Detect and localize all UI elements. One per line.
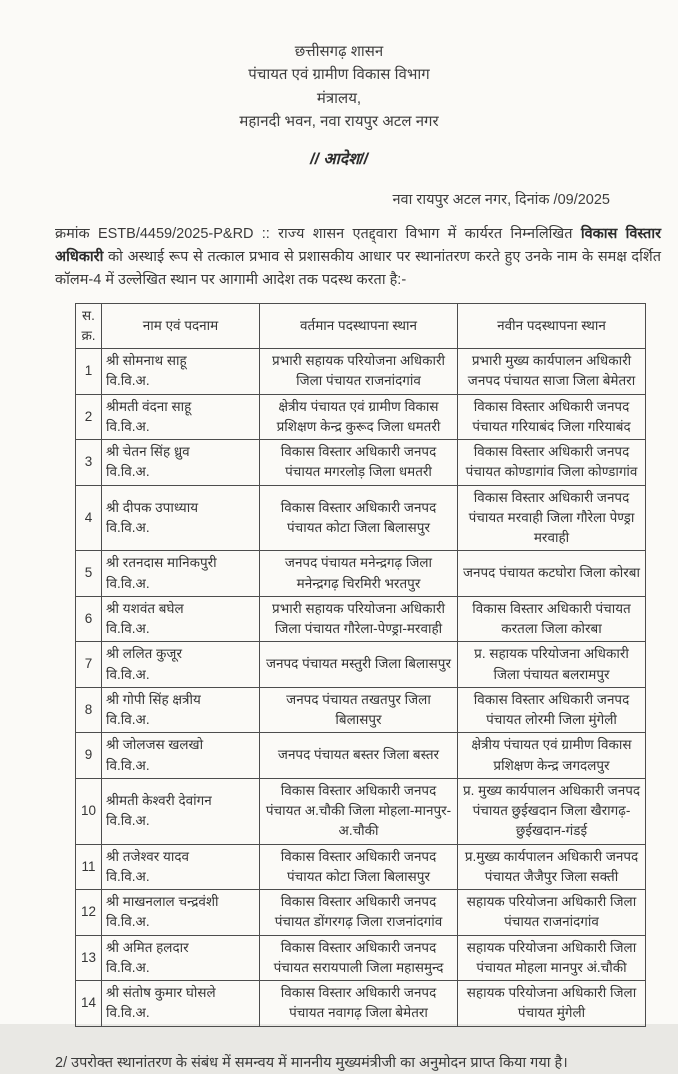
table-row [76,890,646,936]
header-name-designation: नाम एवं पदनाम [102,303,260,349]
cell-name-designation [102,778,260,844]
cell-new-posting: प्र.मुख्य कार्यपालन अधिकारी जनपद पंचायत जैजैपुर जिला सक्ती [458,844,646,890]
cell-current-posting: विकास विस्तार अधिकारी जनपद पंचायत कोटा जिला बिलासपुर [260,844,458,890]
table-row [76,935,646,981]
table-row [76,394,646,440]
officer-designation: वि.वि.अ. [106,418,150,434]
cell-new-posting: प्र. मुख्य कार्यपालन अधिकारी जनपद पंचायत छुईखदान जिला खैरागढ़-छुईखदान-गंडई [458,778,646,844]
government-name: छत्तीसगढ़ शासन [294,43,384,60]
header-new-posting: नवीन पदस्थापना स्थान [458,303,646,349]
officer-name: श्रीमती वंदना साहू [106,398,192,414]
cell-name-designation [102,596,260,642]
intro-suffix: को अस्थाई रूप से तत्काल प्रभाव से प्रशासकीय आधार पर स्थानांतरण करते हुए उनके नाम के समक्ष दर्शित कॉलम-4 में उल्लेखित स्थान पर आगामी आदेश तक पदस्थ करता है:- [55,249,661,289]
cell-name-designation [102,642,260,688]
cell-current-posting: जनपद पंचायत तखतपुर जिला बिलासपुर [260,687,458,733]
officer-designation: वि.वि.अ. [106,621,150,637]
header-serial-number: स. क्र. [76,303,102,349]
officer-designation: वि.वि.अ. [106,914,150,930]
officer-name: श्री रतनदास मानिकपुरी [106,555,217,571]
officer-designation: वि.वि.अ. [106,519,150,535]
cell-new-posting: विकास विस्तार अधिकारी जनपद पंचायत लोरमी जिला मुंगेली [458,687,646,733]
cell-serial-number: 5 [76,551,102,597]
officer-designation: वि.वि.अ. [106,373,150,389]
cell-new-posting: सहायक परियोजना अधिकारी जिला पंचायत मुंगेली [458,981,646,1027]
table-row [76,844,646,890]
table-header-row [76,303,646,349]
cell-serial-number: 6 [76,596,102,642]
officer-designation: वि.वि.अ. [106,757,150,773]
ministry-line: मंत्रालय, [316,89,362,107]
table-row [76,349,646,395]
table-row [76,596,646,642]
officer-name: श्री दीपक उपाध्याय [106,499,199,515]
intro-bold-phrase: विकास विस्तार अधिकारी [55,226,662,266]
approval-note: 2/ उपरोक्त स्थानांतरण के संबंध में समन्वय में माननीय मुख्यमंत्रीजी का अनुमोदन प्राप्त किया गया है। [55,1054,568,1071]
officer-name: श्रीमती केश्वरी देवांगन [106,792,212,808]
officer-name: श्री गोपी सिंह क्षत्रीय [106,691,201,707]
cell-serial-number: 8 [76,687,102,733]
cell-new-posting: विकास विस्तार अधिकारी पंचायत करतला जिला कोरबा [458,596,646,642]
cell-current-posting: विकास विस्तार अधिकारी जनपद पंचायत अ.चौकी जिला मोहला-मानपुर-अ.चौकी [260,778,458,844]
officer-name: श्री सोमनाथ साहू [106,353,187,369]
order-intro-paragraph [55,223,661,293]
officer-name: श्री यशवंत बघेल [106,600,184,616]
table-row [76,642,646,688]
officer-designation: वि.वि.अ. [106,464,150,480]
header-current-posting: वर्तमान पदस्थापना स्थान [260,303,458,349]
cell-current-posting: विकास विस्तार अधिकारी जनपद पंचायत सरायपाली जिला महासमुन्द [260,935,458,981]
cell-name-designation [102,687,260,733]
cell-name-designation [102,890,260,936]
document-header [0,0,678,133]
cell-new-posting: विकास विस्तार अधिकारी जनपद पंचायत कोण्डागांव जिला कोण्डागांव [458,440,646,486]
cell-serial-number: 7 [76,642,102,688]
cell-serial-number: 14 [76,981,102,1027]
cell-serial-number: 1 [76,349,102,395]
table-row [76,778,646,844]
place-date-line: नवा रायपुर अटल नगर, दिनांक /09/2025 [392,192,610,208]
officer-name: श्री जोलजस खलखो [106,737,204,753]
officer-designation: वि.वि.अ. [106,813,150,829]
cell-current-posting: विकास विस्तार अधिकारी जनपद पंचायत डोंगरगढ़ जिला राजनांदगांव [260,890,458,936]
table-row [76,551,646,597]
officer-designation: वि.वि.अ. [106,666,150,682]
cell-current-posting: जनपद पंचायत मस्तुरी जिला बिलासपुर [260,642,458,688]
cell-new-posting: जनपद पंचायत कटघोरा जिला कोरबा [458,551,646,597]
cell-current-posting: विकास विस्तार अधिकारी जनपद पंचायत नवागढ़ जिला बेमेतरा [260,981,458,1027]
cell-name-designation [102,844,260,890]
cell-serial-number: 4 [76,485,102,551]
cell-name-designation [102,440,260,486]
officer-name: श्री ललित कुजूर [106,646,182,662]
cell-new-posting: क्षेत्रीय पंचायत एवं ग्रामीण विकास प्रशिक्षण केन्द्र जगदलपुर [458,733,646,779]
table-body [76,349,646,1027]
officer-designation: वि.वि.अ. [106,1005,150,1021]
table-row [76,440,646,486]
table-row [76,687,646,733]
officer-name: श्री संतोष कुमार घोसले [106,985,216,1001]
table-row [76,485,646,551]
cell-serial-number: 2 [76,394,102,440]
cell-serial-number: 12 [76,890,102,936]
cell-new-posting: सहायक परियोजना अधिकारी जिला पंचायत राजनांदगांव [458,890,646,936]
cell-current-posting: प्रभारी सहायक परियोजना अधिकारी जिला पंचायत गौरेला-पेण्ड्रा-मरवाही [260,596,458,642]
cell-new-posting: प्र. सहायक परियोजना अधिकारी जिला पंचायत बलरामपुर [458,642,646,688]
cell-serial-number: 11 [76,844,102,890]
cell-name-designation [102,551,260,597]
cell-name-designation [102,981,260,1027]
cell-new-posting: प्रभारी मुख्य कार्यपालन अधिकारी जनपद पंचायत साजा जिला बेमेतरा [458,349,646,395]
cell-name-designation [102,485,260,551]
cell-current-posting: क्षेत्रीय पंचायत एवं ग्रामीण विकास प्रशिक्षण केन्द्र कुरूद जिला धमतरी [260,394,458,440]
cell-name-designation [102,394,260,440]
address-line: महानदी भवन, नवा रायपुर अटल नगर [239,112,439,130]
cell-new-posting: विकास विस्तार अधिकारी जनपद पंचायत गरियाबंद जिला गरियाबंद [458,394,646,440]
cell-name-designation [102,733,260,779]
cell-serial-number: 9 [76,733,102,779]
cell-current-posting: विकास विस्तार अधिकारी जनपद पंचायत कोटा जिला बिलासपुर [260,485,458,551]
officer-designation: वि.वि.अ. [106,959,150,975]
cell-name-designation [102,935,260,981]
cell-current-posting: विकास विस्तार अधिकारी जनपद पंचायत मगरलोड़ जिला धमतरी [260,440,458,486]
department-name: पंचायत एवं ग्रामीण विकास विभाग [248,66,430,84]
table-row [76,981,646,1027]
cell-serial-number: 3 [76,440,102,486]
cell-serial-number: 13 [76,935,102,981]
cell-current-posting: प्रभारी सहायक परियोजना अधिकारी जिला पंचायत राजनांदगांव [260,349,458,395]
officer-name: श्री माखनलाल चन्द्रवंशी [106,894,219,910]
officer-designation: वि.वि.अ. [106,712,150,728]
cell-name-designation [102,349,260,395]
officer-name: श्री चेतन सिंह ध्रुव [106,444,190,460]
cell-current-posting: जनपद पंचायत मनेन्द्रगढ़ जिला मनेन्द्रगढ़ चिरमिरी भरतपुर [260,551,458,597]
order-title: // आदेश// [310,151,368,168]
cell-serial-number: 10 [76,778,102,844]
cell-new-posting: विकास विस्तार अधिकारी जनपद पंचायत मरवाही जिला गौरेला पेण्ड्रा मरवाही [458,485,646,551]
intro-prefix: क्रमांक ESTB/4459/2025-P&RD :: राज्य शासन एतद्द्वारा विभाग में कार्यरत निम्नलिखित [55,226,581,242]
transfer-table [75,303,646,1027]
officer-designation: वि.वि.अ. [106,868,150,884]
officer-designation: वि.वि.अ. [106,575,150,591]
officer-name: श्री तजेश्वर यादव [106,848,190,864]
officer-name: श्री अमित हलदार [106,939,189,955]
table-row [76,733,646,779]
cell-new-posting: सहायक परियोजना अधिकारी जिला पंचायत मोहला मानपुर अं.चौकी [458,935,646,981]
cell-current-posting: जनपद पंचायत बस्तर जिला बस्तर [260,733,458,779]
